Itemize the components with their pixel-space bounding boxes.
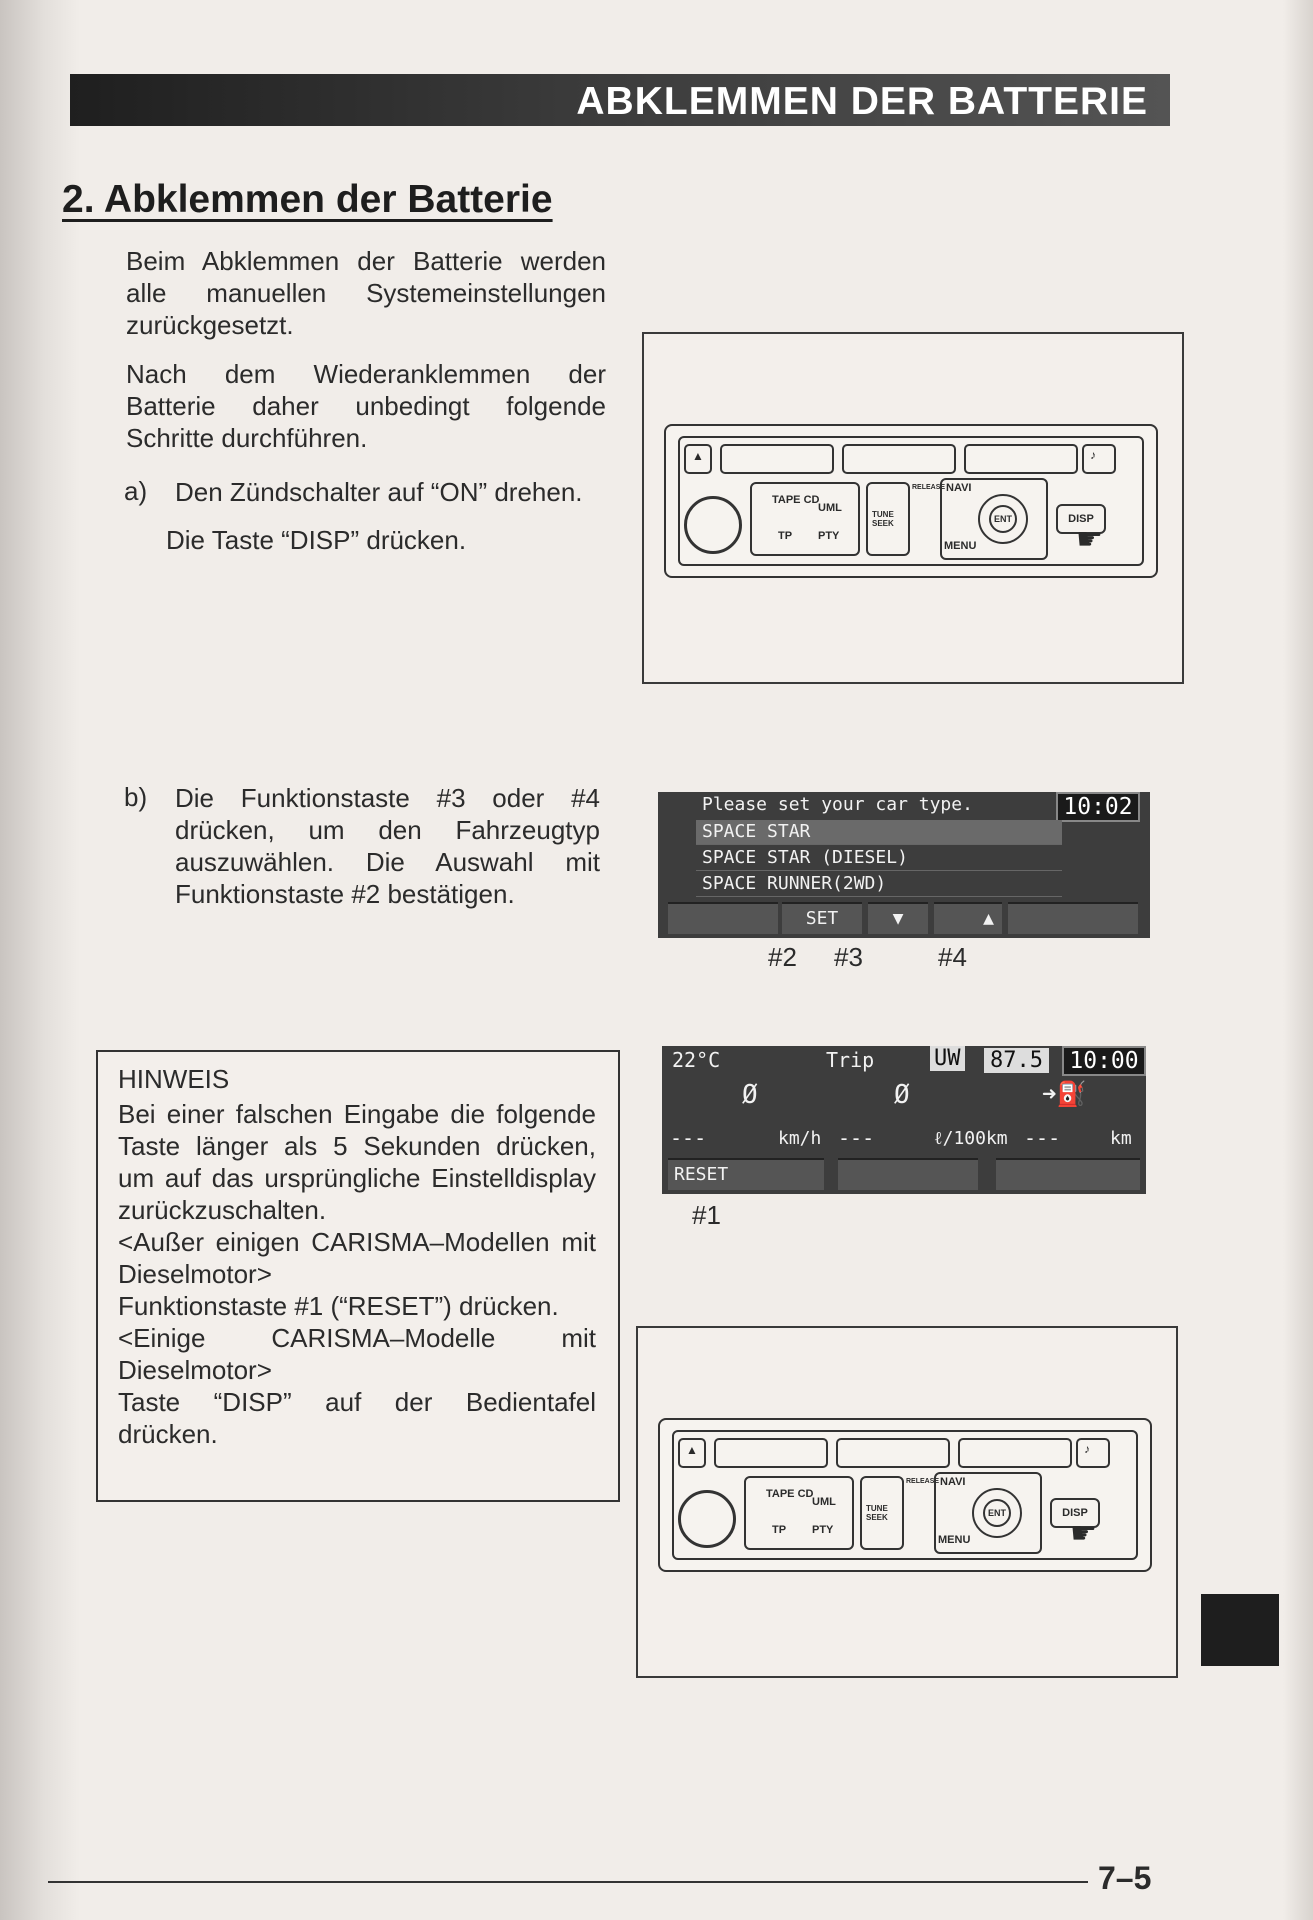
disp-button: DISP xyxy=(1056,504,1106,534)
uml-label: UML xyxy=(818,502,842,514)
eject-icon-2: ▲ xyxy=(678,1438,706,1468)
label-key-1: #1 xyxy=(692,1200,721,1230)
note-line-3: Funktionstaste #1 (“RESET”) drücken. xyxy=(118,1291,559,1321)
step-a-text: Den Zündschalter auf “ON” drehen. xyxy=(175,477,583,507)
softkey-set: SET xyxy=(782,902,862,934)
note-icon: ♪ xyxy=(1082,444,1116,474)
tape-cd-pad xyxy=(750,482,860,556)
radio-inner-frame xyxy=(678,436,1144,566)
softkey-1 xyxy=(668,902,778,934)
navi-label-2: NAVI xyxy=(940,1476,966,1488)
unit-kmh: km/h xyxy=(778,1128,822,1149)
avg-symbol-2: Ø xyxy=(894,1080,910,1110)
disp-button-2: DISP xyxy=(1050,1498,1100,1528)
note-heading: HINWEIS xyxy=(118,1064,230,1094)
lcd-clock: 10:02 xyxy=(1056,792,1140,822)
pty-label: PTY xyxy=(818,530,840,542)
step-a-letter: a) xyxy=(124,476,148,506)
figure-radio-panel-1 xyxy=(642,332,1184,684)
softkey-reset: RESET xyxy=(668,1158,824,1190)
lcd-prompt: Please set your car type. xyxy=(702,794,973,815)
header-title: ABKLEMMEN DER BATTERIE xyxy=(576,80,1148,123)
volume-knob-2 xyxy=(678,1490,736,1548)
volume-knob xyxy=(684,496,742,554)
radio-panel-2 xyxy=(658,1418,1152,1572)
radio-inner-frame-2 xyxy=(672,1430,1138,1560)
avg-symbol-1: Ø xyxy=(742,1080,758,1110)
note-body xyxy=(118,1098,596,1450)
softkey-2 xyxy=(838,1158,978,1190)
uw-badge: UW xyxy=(930,1046,965,1071)
footer-rule xyxy=(48,1881,1088,1883)
tune-seek-label: TUNE SEEK xyxy=(872,510,894,528)
frequency-readout: 87.5 xyxy=(984,1048,1049,1073)
pointer-icon: ☛ xyxy=(1076,523,1103,556)
tune-seek-pad-2 xyxy=(860,1476,904,1550)
intro-paragraph-2: Nach dem Wiederanklemmen der Batterie daher unbedingt folgende Schritte durchführen. xyxy=(126,359,606,453)
note-line-5: Taste “DISP” auf der Bedientafel drücken. xyxy=(118,1387,596,1449)
trip-label: Trip xyxy=(826,1048,875,1072)
md-slot xyxy=(964,444,1078,474)
option-space-star-diesel: SPACE STAR (DIESEL) xyxy=(696,846,1062,871)
tp-label-2: TP xyxy=(772,1524,787,1536)
navi-pad-2 xyxy=(934,1472,1042,1554)
tune-seek-label-2: TUNE SEEK xyxy=(866,1504,888,1522)
pointer-icon-2: ☛ xyxy=(1070,1517,1097,1550)
cassette-slot xyxy=(720,444,834,474)
note-line-2: <Außer einigen CARISMA–Modellen mit Dieselmotor> xyxy=(118,1227,596,1289)
cassette-slot-2 xyxy=(714,1438,828,1468)
release-label-2: RELEASE xyxy=(906,1478,940,1485)
page-number: 7–5 xyxy=(1098,1860,1152,1896)
softkey-4 xyxy=(1008,902,1138,934)
step-a-subtext: Die Taste “DISP” drücken. xyxy=(166,525,467,555)
figure-radio-panel-2 xyxy=(636,1326,1178,1678)
tp-label: TP xyxy=(778,530,793,542)
option-space-runner: SPACE RUNNER(2WD) xyxy=(696,872,1062,897)
ent-button: ENT xyxy=(989,505,1017,533)
navi-label: NAVI xyxy=(946,482,972,494)
menu-label-2: MENU xyxy=(938,1534,971,1546)
label-key-2: #2 xyxy=(768,942,797,972)
dash-1: --- xyxy=(670,1126,707,1150)
option-space-star: SPACE STAR xyxy=(696,820,1062,845)
note-box xyxy=(96,1050,620,1502)
tape-cd-label-2: TAPE CD xyxy=(766,1488,814,1500)
step-b-letter: b) xyxy=(124,782,148,812)
cd-slot xyxy=(842,444,956,474)
lcd-car-type xyxy=(658,792,1150,938)
md-slot-2 xyxy=(958,1438,1072,1468)
page-edge-shadow xyxy=(1283,0,1313,1920)
release-label: RELEASE xyxy=(912,484,946,491)
menu-label: MENU xyxy=(944,540,977,552)
dash-3: --- xyxy=(1024,1126,1061,1150)
step-b-text: Die Funktionstaste #3 oder #4 drücken, um den Fahrzeugtyp auszuwählen. Die Auswahl mit Funktionstaste #2 bestätigen. xyxy=(175,783,600,909)
intro-paragraph-1: Beim Abklemmen der Batterie werden alle manuellen Systemeinstellungen zurückgesetzt. xyxy=(126,246,606,340)
lcd-trip-display xyxy=(662,1046,1146,1194)
book-spine-shadow xyxy=(0,0,80,1920)
ent-button-2: ENT xyxy=(983,1499,1011,1527)
note-icon-2: ♪ xyxy=(1076,1438,1110,1468)
dash-2: --- xyxy=(838,1126,875,1150)
chapter-tab-mark xyxy=(1201,1594,1279,1666)
cd-slot-2 xyxy=(836,1438,950,1468)
note-line-4: <Einige CARISMA–Modelle mit Dieselmotor> xyxy=(118,1323,596,1385)
softkey-down: ▼ xyxy=(868,902,928,934)
navi-pad xyxy=(940,478,1048,560)
pty-label-2: PTY xyxy=(812,1524,834,1536)
label-key-3: #3 xyxy=(834,942,863,972)
trip-clock: 10:00 xyxy=(1062,1046,1146,1076)
uml-label-2: UML xyxy=(812,1496,836,1508)
eject-icon: ▲ xyxy=(684,444,712,474)
softkey-up: ▲ xyxy=(934,902,1002,934)
header-bar xyxy=(70,74,1170,126)
ent-ring xyxy=(978,494,1028,544)
label-key-4: #4 xyxy=(938,942,967,972)
fuel-pump-icon: ➜⛽ xyxy=(1042,1080,1087,1108)
temp-readout: 22°C xyxy=(672,1048,721,1072)
tape-cd-label: TAPE CD xyxy=(772,494,820,506)
section-title: 2. Abklemmen der Batterie xyxy=(62,178,553,221)
radio-panel xyxy=(664,424,1158,578)
tune-seek-pad xyxy=(866,482,910,556)
ent-ring-2 xyxy=(972,1488,1022,1538)
tape-cd-pad-2 xyxy=(744,1476,854,1550)
unit-km: km xyxy=(1110,1128,1132,1149)
unit-l100km: ℓ/100km xyxy=(934,1128,1008,1149)
softkey-3 xyxy=(996,1158,1140,1190)
note-line-1: Bei einer falschen Eingabe die folgende Taste länger als 5 Sekunden drücken, um auf das ursprüngliche Einstelldisplay zurückzuschalten. xyxy=(118,1099,596,1225)
